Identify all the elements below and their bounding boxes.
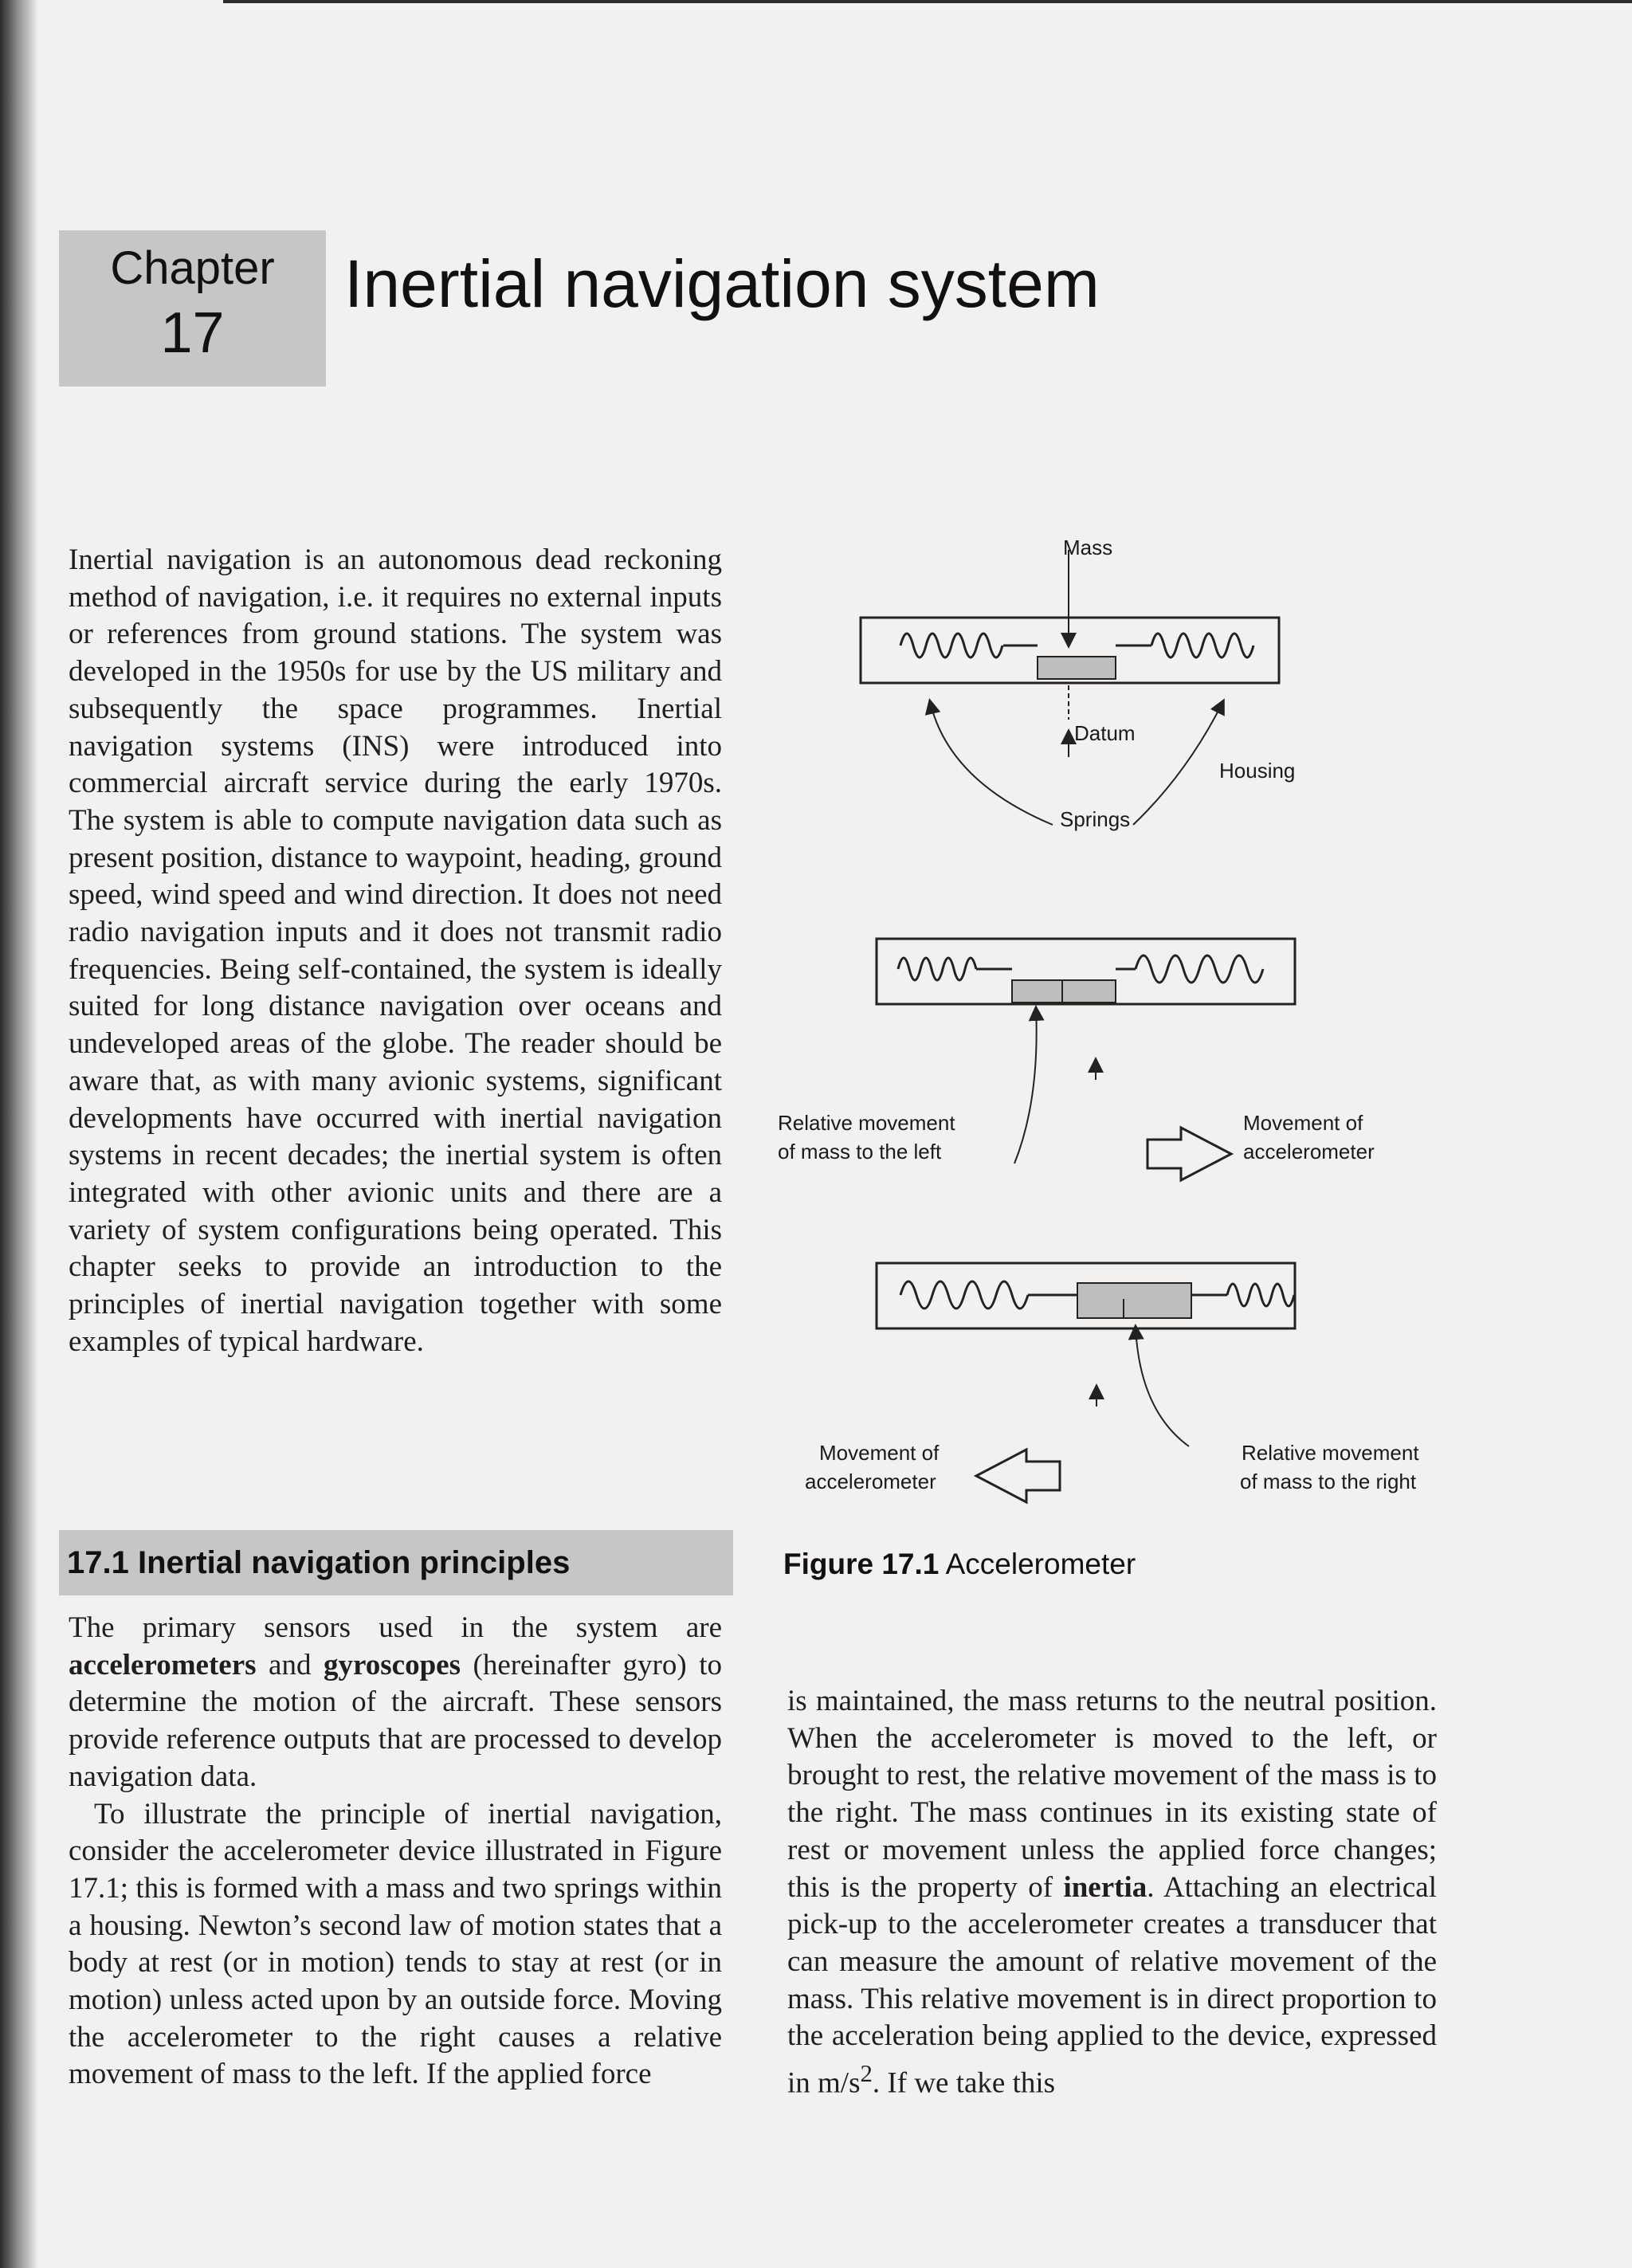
label-movement-left-2: accelerometer	[805, 1469, 936, 1493]
section-column-right	[787, 1683, 1437, 2102]
diagram-moving-right	[778, 939, 1375, 1180]
spring-right-extended	[1136, 955, 1263, 983]
chapter-label: Chapter	[110, 242, 275, 294]
spring-left-extended	[900, 1281, 1028, 1309]
label-movement-right-1: Movement of	[1243, 1111, 1363, 1135]
term-inertia: inertia	[1063, 1870, 1148, 1904]
chapter-title: Inertial navigation system	[344, 246, 1100, 321]
label-relative-right-1: Relative movement	[1242, 1441, 1419, 1465]
paragraph-inertia: is maintained, the mass returns to the neutral position. When the accelerometer is moved to the left, or brought to rest, the relative movement of the mass is to the right. The mass continues in its existing state of rest or movement unless the applied force changes; this is the property of inertia. Attaching an electrical pick-up to the accelerometer creates a transducer that can measure the amount of relative movement of the mass. This relative movement is in direct proportion to the acceleration being applied to the device, expressed in $m/s^2$. If we take this	[787, 1685, 1437, 2100]
binding-shadow	[0, 0, 38, 2268]
figure-caption	[783, 1548, 1136, 1581]
diagram-at-rest	[861, 536, 1295, 831]
label-relative-left-1: Relative movement	[778, 1111, 955, 1135]
figure-caption-text: Accelerometer	[945, 1548, 1136, 1580]
top-rule	[223, 0, 1632, 3]
intro-column	[69, 542, 722, 1360]
chapter-box	[59, 230, 326, 387]
paragraph-principle: To illustrate the principle of inertial navigation, consider the accelerometer device illustrated in Figure 17.1; this is formed with a mass and two springs within a housing. Newton’s second law of motion states that a body at rest (or in motion) tends to stay at rest (or in motion) unless acted upon by an outside force. Moving the accelerometer to the right causes a relative movement of mass to the left. If the applied force	[69, 1797, 722, 2091]
label-movement-right-2: accelerometer	[1243, 1140, 1375, 1163]
spring-right-rest	[1151, 634, 1253, 657]
spring-left-rest	[900, 634, 1002, 657]
mass-left	[1012, 980, 1116, 1003]
arrow-accel-right	[1148, 1128, 1231, 1180]
section-column-left	[69, 1610, 722, 2093]
diagram-moving-left	[805, 1263, 1419, 1502]
spring-left-compressed	[898, 958, 976, 980]
arrow-accel-left	[976, 1450, 1060, 1502]
label-datum: Datum	[1074, 721, 1136, 745]
figure-label: Figure 17.1	[783, 1548, 940, 1580]
label-movement-left-1: Movement of	[819, 1441, 940, 1465]
label-relative-left-2: of mass to the left	[778, 1140, 942, 1163]
term-accelerometers: accelerometers	[69, 1648, 257, 1681]
mass-rest	[1038, 657, 1116, 679]
spring-right-compressed	[1227, 1284, 1294, 1306]
label-housing: Housing	[1219, 759, 1296, 783]
label-mass: Mass	[1063, 536, 1113, 559]
label-relative-right-2: of mass to the right	[1240, 1469, 1417, 1493]
accelerometer-figure	[765, 526, 1466, 1514]
label-springs: Springs	[1060, 807, 1131, 831]
paragraph-sensors: The primary sensors used in the system are accelerometers and gyroscopes (hereinafter gyro) to determine the motion of the aircraft. These sensors provide reference outputs that are processed to develop navigation data.	[69, 1611, 722, 1793]
intro-paragraph: Inertial navigation is an autonomous dead reckoning method of navigation, i.e. it requires no external inputs or references from ground stations. The system was developed in the 1950s for use by the US military and subsequently the space programmes. Inertial navigation systems (INS) were introduced into commercial aircraft service during the early 1970s. The system is able to compute navigation data such as present position, distance to waypoint, heading, ground speed, wind speed and wind direction. It does not need radio navigation inputs and it does not transmit radio frequencies. Being self-contained, the system is ideally suited for long distance navigation over oceans and undeveloped areas of the globe. The reader should be aware that, as with many avionic systems, significant developments have occurred with inertial navigation systems in recent decades; the inertial system is often integrated with other avionic units and there are a variety of system configurations being operated. This chapter seeks to provide an introduction to the principles of inertial navigation together with some examples of typical hardware.	[69, 543, 722, 1358]
section-heading: 17.1 Inertial navigation principles	[59, 1530, 733, 1595]
mass-right	[1077, 1283, 1191, 1318]
term-gyroscopes: gyroscopes	[324, 1648, 461, 1681]
chapter-number: 17	[160, 301, 225, 365]
